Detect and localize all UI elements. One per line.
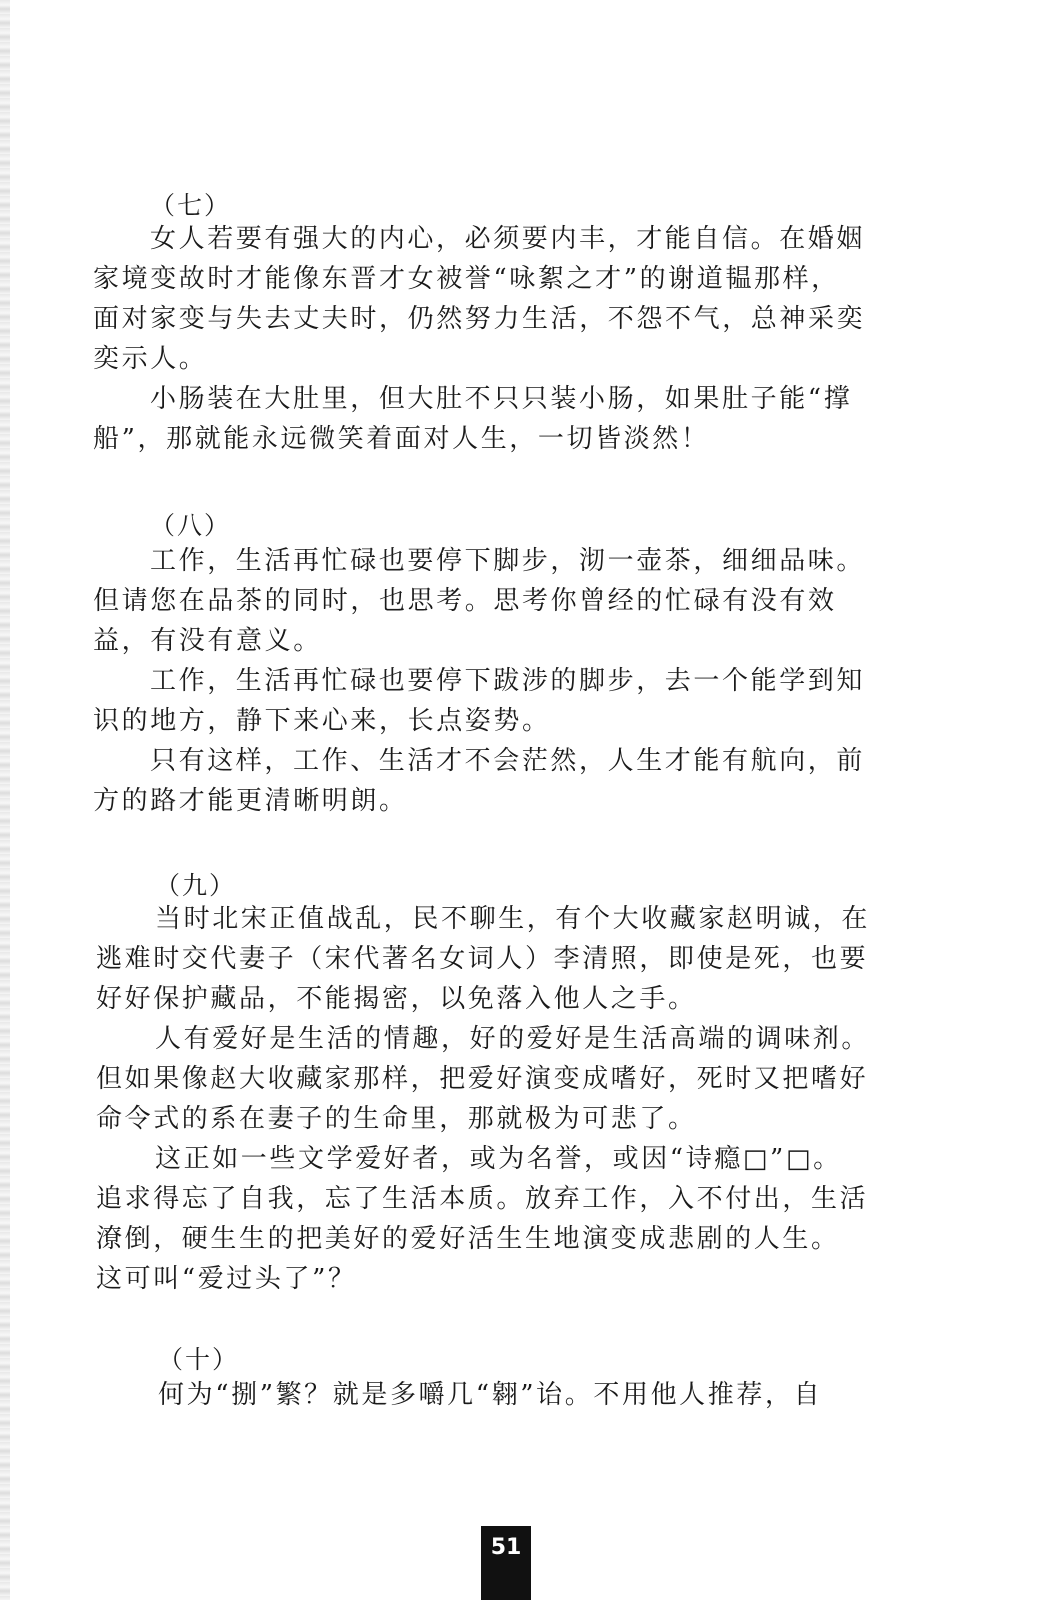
- paragraph-line: 奕示人。: [93, 344, 208, 374]
- section-heading: （九）: [155, 871, 237, 900]
- section-heading: （八）: [150, 511, 232, 540]
- paragraph-line: 人有爱好是生活的情趣，好的爱好是生活高端的调味剂。: [155, 1024, 871, 1054]
- section-heading: （七）: [150, 191, 232, 220]
- paragraph-line: 识的地方，静下来心来，长点姿势。: [93, 706, 551, 736]
- paragraph-line: 方的路才能更清晰明朗。: [93, 786, 408, 816]
- paragraph-line: 面对家变与失去丈夫时，仍然努力生活，不怨不气，总神采奕: [93, 304, 866, 334]
- paragraph-line: 当时北宋正值战乱，民不聊生，有个大收藏家赵明诚，在: [155, 904, 871, 934]
- paragraph-line: 家境变故时才能像东晋才女被誉“咏絮之才”的谢道韫那样，: [93, 264, 840, 294]
- paragraph-line: 追求得忘了自我，忘了生活本质。放弃工作，入不付出，生活: [96, 1184, 869, 1214]
- paragraph-line: 工作，生活再忙碌也要停下跋涉的脚步，去一个能学到知: [150, 666, 866, 696]
- paragraph-line: 小肠装在大肚里，但大肚不只只装小肠，如果肚子能“撑: [150, 384, 853, 414]
- page-number: 51: [481, 1526, 531, 1600]
- paragraph-line: 但请您在品茶的同时，也思考。思考你曾经的忙碌有没有效: [93, 586, 837, 616]
- paragraph-line: 何为“捌”繁？就是多嚼几“翱”诒。不用他人推荐，自: [158, 1380, 823, 1410]
- paragraph-line: 好好保护藏品，不能揭密，以免落入他人之手。: [96, 984, 697, 1014]
- paragraph-line: 船”，那就能永远微笑着面对人生，一切皆淡然！: [93, 424, 710, 454]
- paragraph-line: 益，有没有意义。: [93, 626, 322, 656]
- paragraph-line: 但如果像赵大收藏家那样，把爱好演变成嗜好，死时又把嗜好: [96, 1064, 869, 1094]
- paragraph-line: 命令式的系在妻子的生命里，那就极为可悲了。: [96, 1104, 697, 1134]
- paragraph-line: 女人若要有强大的内心，必须要内丰，才能自信。在婚姻: [150, 224, 866, 254]
- paragraph-line: 这可叫“爱过头了”？: [96, 1264, 357, 1294]
- paragraph-line: 这正如一些文学爱好者，或为名誉，或因“诗瘾□”□。: [155, 1144, 842, 1174]
- paragraph-line: 逃难时交代妻子（宋代著名女词人）李清照，即使是死，也要: [96, 944, 869, 974]
- paragraph-line: 潦倒，硬生生的把美好的爱好活生生地演变成悲剧的人生。: [96, 1224, 840, 1254]
- section-heading: （十）: [158, 1345, 240, 1374]
- paragraph-line: 只有这样，工作、生活才不会茫然，人生才能有航向，前: [150, 746, 866, 776]
- paragraph-line: 工作，生活再忙碌也要停下脚步，沏一壶茶，细细品味。: [150, 546, 866, 576]
